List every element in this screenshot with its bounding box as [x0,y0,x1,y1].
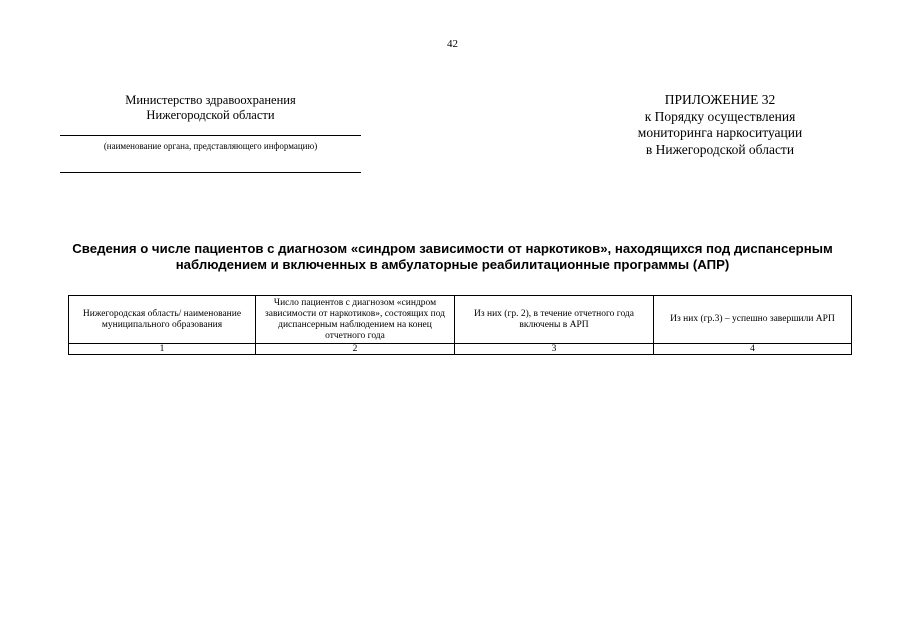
organization-underline [60,135,361,136]
column-number-3: 3 [455,344,654,355]
table-header-row [69,296,852,344]
appendix-line-2: к Порядку осуществления [644,108,796,124]
report-table [68,295,852,355]
table-row-column-numbers [69,344,852,355]
organization-line-1: Министерство здравоохранения [125,93,296,107]
column-header-patients-total: Число пациентов с диагнозом «синдром зависимости от наркотиков», состоящих под диспансерным наблюдением на конец отчетного года [256,296,455,344]
report-title-line-2: наблюдением и включенных в амбулаторные реабилитационные программы (АПР) [175,257,730,272]
page-number: 42 [447,38,458,50]
organization-name [60,93,361,123]
organization-line-2: Нижегородской области [146,108,275,122]
appendix-line-4: в Нижегородской области [645,141,795,157]
report-title-line-1: Сведения о числе пациентов с диагнозом «синдром зависимости от наркотиков», находящихся под диспансерным [72,241,833,256]
appendix-heading [575,92,865,158]
column-number-2: 2 [256,344,455,355]
organization-second-line [60,172,361,173]
column-number-1: 1 [69,344,256,355]
appendix-line-1: ПРИЛОЖЕНИЕ 32 [664,92,776,107]
column-header-region: Нижегородская область/ наименование муниципального образования [69,296,256,344]
column-header-included-in-arp: Из них (гр. 2), в течение отчетного года включены в АРП [455,296,654,344]
column-number-4: 4 [654,344,852,355]
column-header-completed-arp: Из них (гр.3) – успешно завершили АРП [654,296,852,344]
organization-caption: (наименование органа, представляющего информацию) [103,141,318,151]
report-title [40,241,865,273]
appendix-line-3: мониторинга наркоситуации [637,125,803,140]
